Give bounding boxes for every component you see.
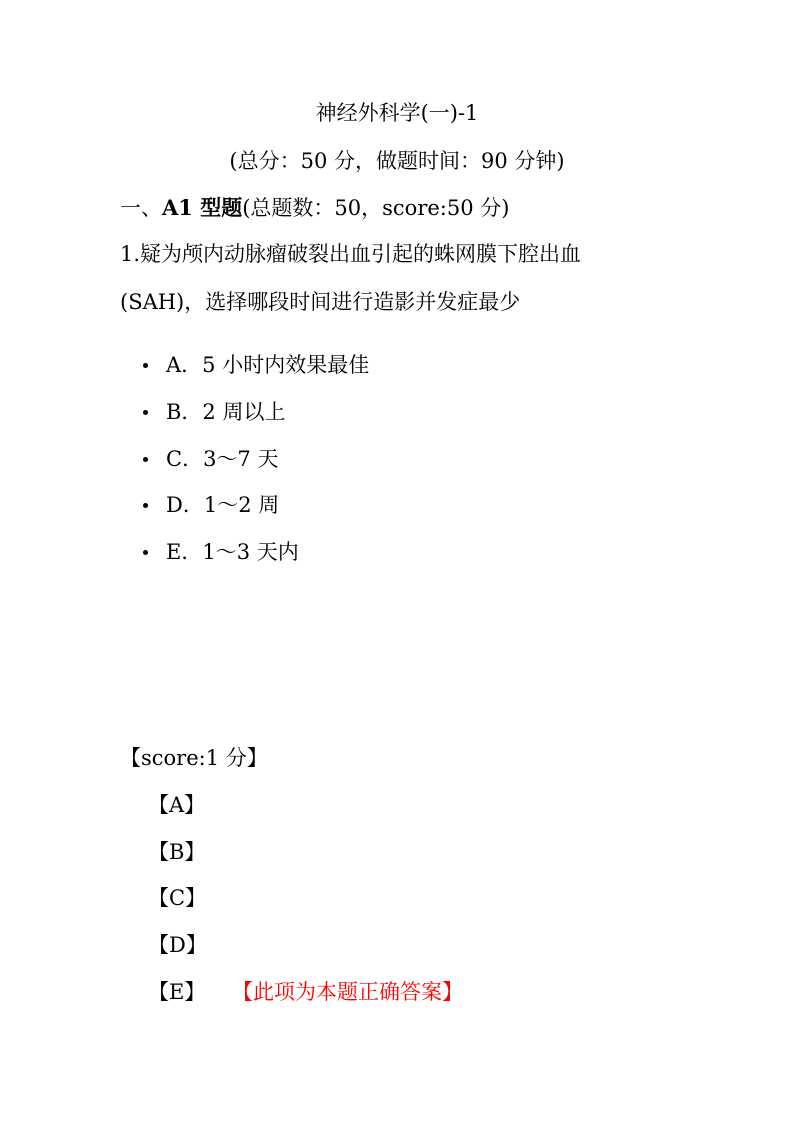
answer-choice-b: 【B】 bbox=[148, 840, 206, 864]
bullet-icon bbox=[143, 503, 148, 508]
option-label: C．3～7 天 bbox=[166, 447, 279, 471]
option-d bbox=[143, 492, 279, 518]
answer-choice-a: 【A】 bbox=[148, 793, 206, 817]
question-text-line-2: (SAH)，选择哪段时间进行造影并发症最少 bbox=[120, 290, 521, 314]
option-label: B．2 周以上 bbox=[166, 400, 286, 424]
section-prefix: 一、 bbox=[120, 196, 162, 220]
question-text-line-1: 1.疑为颅内动脉瘤破裂出血引起的蛛网膜下腔出血 bbox=[120, 242, 582, 266]
bullet-icon bbox=[143, 457, 148, 462]
page-title: 神经外科学(一)-1 bbox=[315, 101, 479, 125]
answer-choice-c: 【C】 bbox=[148, 886, 207, 910]
bullet-icon bbox=[143, 363, 148, 368]
correct-answer-marker: 【此项为本题正确答案】 bbox=[232, 980, 463, 1004]
option-label: E．1～3 天内 bbox=[166, 540, 299, 564]
option-c bbox=[143, 446, 278, 472]
option-label: D．1～2 周 bbox=[166, 493, 280, 517]
option-label: A．5 小时内效果最佳 bbox=[166, 353, 370, 377]
option-e bbox=[143, 539, 299, 565]
option-a bbox=[143, 352, 369, 378]
bullet-icon bbox=[143, 410, 148, 415]
option-b bbox=[143, 399, 285, 425]
exam-info: (总分：50 分，做题时间：90 分钟) bbox=[229, 149, 565, 173]
section-info: (总题数：50，score:50 分) bbox=[242, 196, 510, 220]
answer-choice-e: 【E】 bbox=[148, 980, 206, 1004]
section-heading bbox=[120, 195, 509, 221]
question-score: 【score:1 分】 bbox=[120, 746, 268, 770]
bullet-icon bbox=[143, 550, 148, 555]
answer-choice-d: 【D】 bbox=[148, 933, 207, 957]
section-name: A1 型题 bbox=[162, 195, 243, 220]
